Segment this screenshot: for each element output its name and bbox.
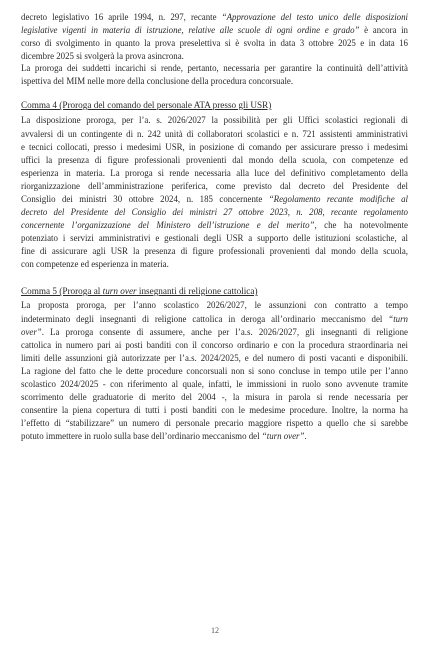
text-line: La proposta proroga, per l’anno scolastico 2026/2027, le assunzioni con contratto a tempo — [21, 300, 408, 310]
text-line: La ragione del fatto che le dette procedure concorsuali non si sono concluse in tempo utile per l’anno — [21, 366, 408, 376]
text-line: uffici la presenza di figure professionali provenienti dal mondo della scuola, con competenze ed — [21, 155, 408, 165]
text-line: avvalersi di un contingente di n. 242 unità di collaboratori scolastici e n. 721 assistenti amministrativi — [21, 129, 408, 139]
text-line: legislative vigenti in materia di istruzione, relative alle scuole di ogni ordine e grado” è ancora in — [21, 25, 408, 35]
page-number: 12 — [211, 626, 219, 635]
text-line: potenziato i servizi amministrativi e gestionali degli USR a supporto delle istituzioni scolastiche, al — [21, 233, 408, 243]
text-line: indeterminato degli insegnanti di religione cattolica in deroga all’ordinario meccanismo del “turn — [21, 314, 408, 324]
text-line: ispettiva del MIM nelle more della conclusione della procedura concorsuale. — [21, 76, 294, 86]
text-line: esperienza in materia. La proroga si rende necessaria alla luce del definitivo completamento della — [21, 168, 408, 178]
text-line: La proroga dei suddetti incarichi si rende, pertanto, necessaria per garantire la continuità dell’attività — [21, 63, 408, 73]
text-line: over”. La proroga consente di assumere, anche per l’a.s. 2026/2027, gli insegnanti di religione — [21, 327, 408, 337]
text-line: limiti delle assunzioni già autorizzate per l’a.s. 2024/2025, e del numero di posti vacanti e disponibili. — [21, 353, 408, 363]
section-heading-comma-5: Comma 5 (Proroga al turn over insegnanti di religione cattolica) — [21, 286, 258, 296]
text-line: potuto immettere in ruolo sulla base dell’ordinario meccanismo del “turn over”. — [21, 431, 307, 441]
text-line: l’effetto di “stabilizzare” un numero di personale precario maggiore rispetto a quello che si sarebbe — [21, 418, 408, 428]
text-line: concernente l’organizzazione del Ministero dell’istruzione e del merito”, che ha notevolmente — [21, 220, 408, 230]
text-line: e tecnici collocati, presso i medesimi USR, in posizione di comando per assicurare presso i medesimi — [21, 142, 408, 152]
text-line: cattolica in numero pari ai posti banditi con il concorso ordinario e con la procedura straordinaria nei — [21, 340, 408, 350]
text-line: scorrimento delle graduatorie di merito del 2004 -, la misura in parola si rende necessaria per — [21, 392, 408, 402]
text-line: consentire la piena copertura di tutti i posti banditi con le medesime procedure. Inoltre, la norma ha — [21, 405, 408, 415]
text-line: decreto del Presidente del Consiglio dei ministri 27 ottobre 2023, n. 208, recante regolamento — [21, 207, 408, 217]
text-line: riorganizzazione dell’amministrazione periferica, come previsto dal decreto del Presidente del — [21, 181, 408, 191]
text-line: dicembre 2025 si svolgerà la prova asincrona. — [21, 51, 184, 61]
text-line: corso di svolgimento in quanto la prova preselettiva si è svolta in data 3 ottobre 2025 e in data 16 — [21, 38, 408, 48]
section-heading-comma-4: Comma 4 (Proroga del comando del personale ATA presso gli USR) — [21, 100, 272, 110]
text-line: Consiglio dei ministri 30 ottobre 2024, n. 185 concernente “Regolamento recante modifiche al — [21, 194, 408, 204]
text-line: con competenze ed esperienza in materia. — [21, 259, 169, 269]
text-line: fine di assicurare agli USR la presenza di figure professionali provenienti dal mondo della scuola, — [21, 246, 408, 256]
text-line: decreto legislativo 16 aprile 1994, n. 297, recante “Approvazione del testo unico delle disposizioni — [21, 12, 408, 22]
text-line: La disposizione proroga, per l’a. s. 2026/2027 la possibilità per gli Uffici scolastici regionali di — [21, 115, 408, 125]
text-line: scolastico 2024/2025 - con riferimento al quale, infatti, le immissioni in ruolo sono avvenute tramite — [21, 379, 408, 389]
